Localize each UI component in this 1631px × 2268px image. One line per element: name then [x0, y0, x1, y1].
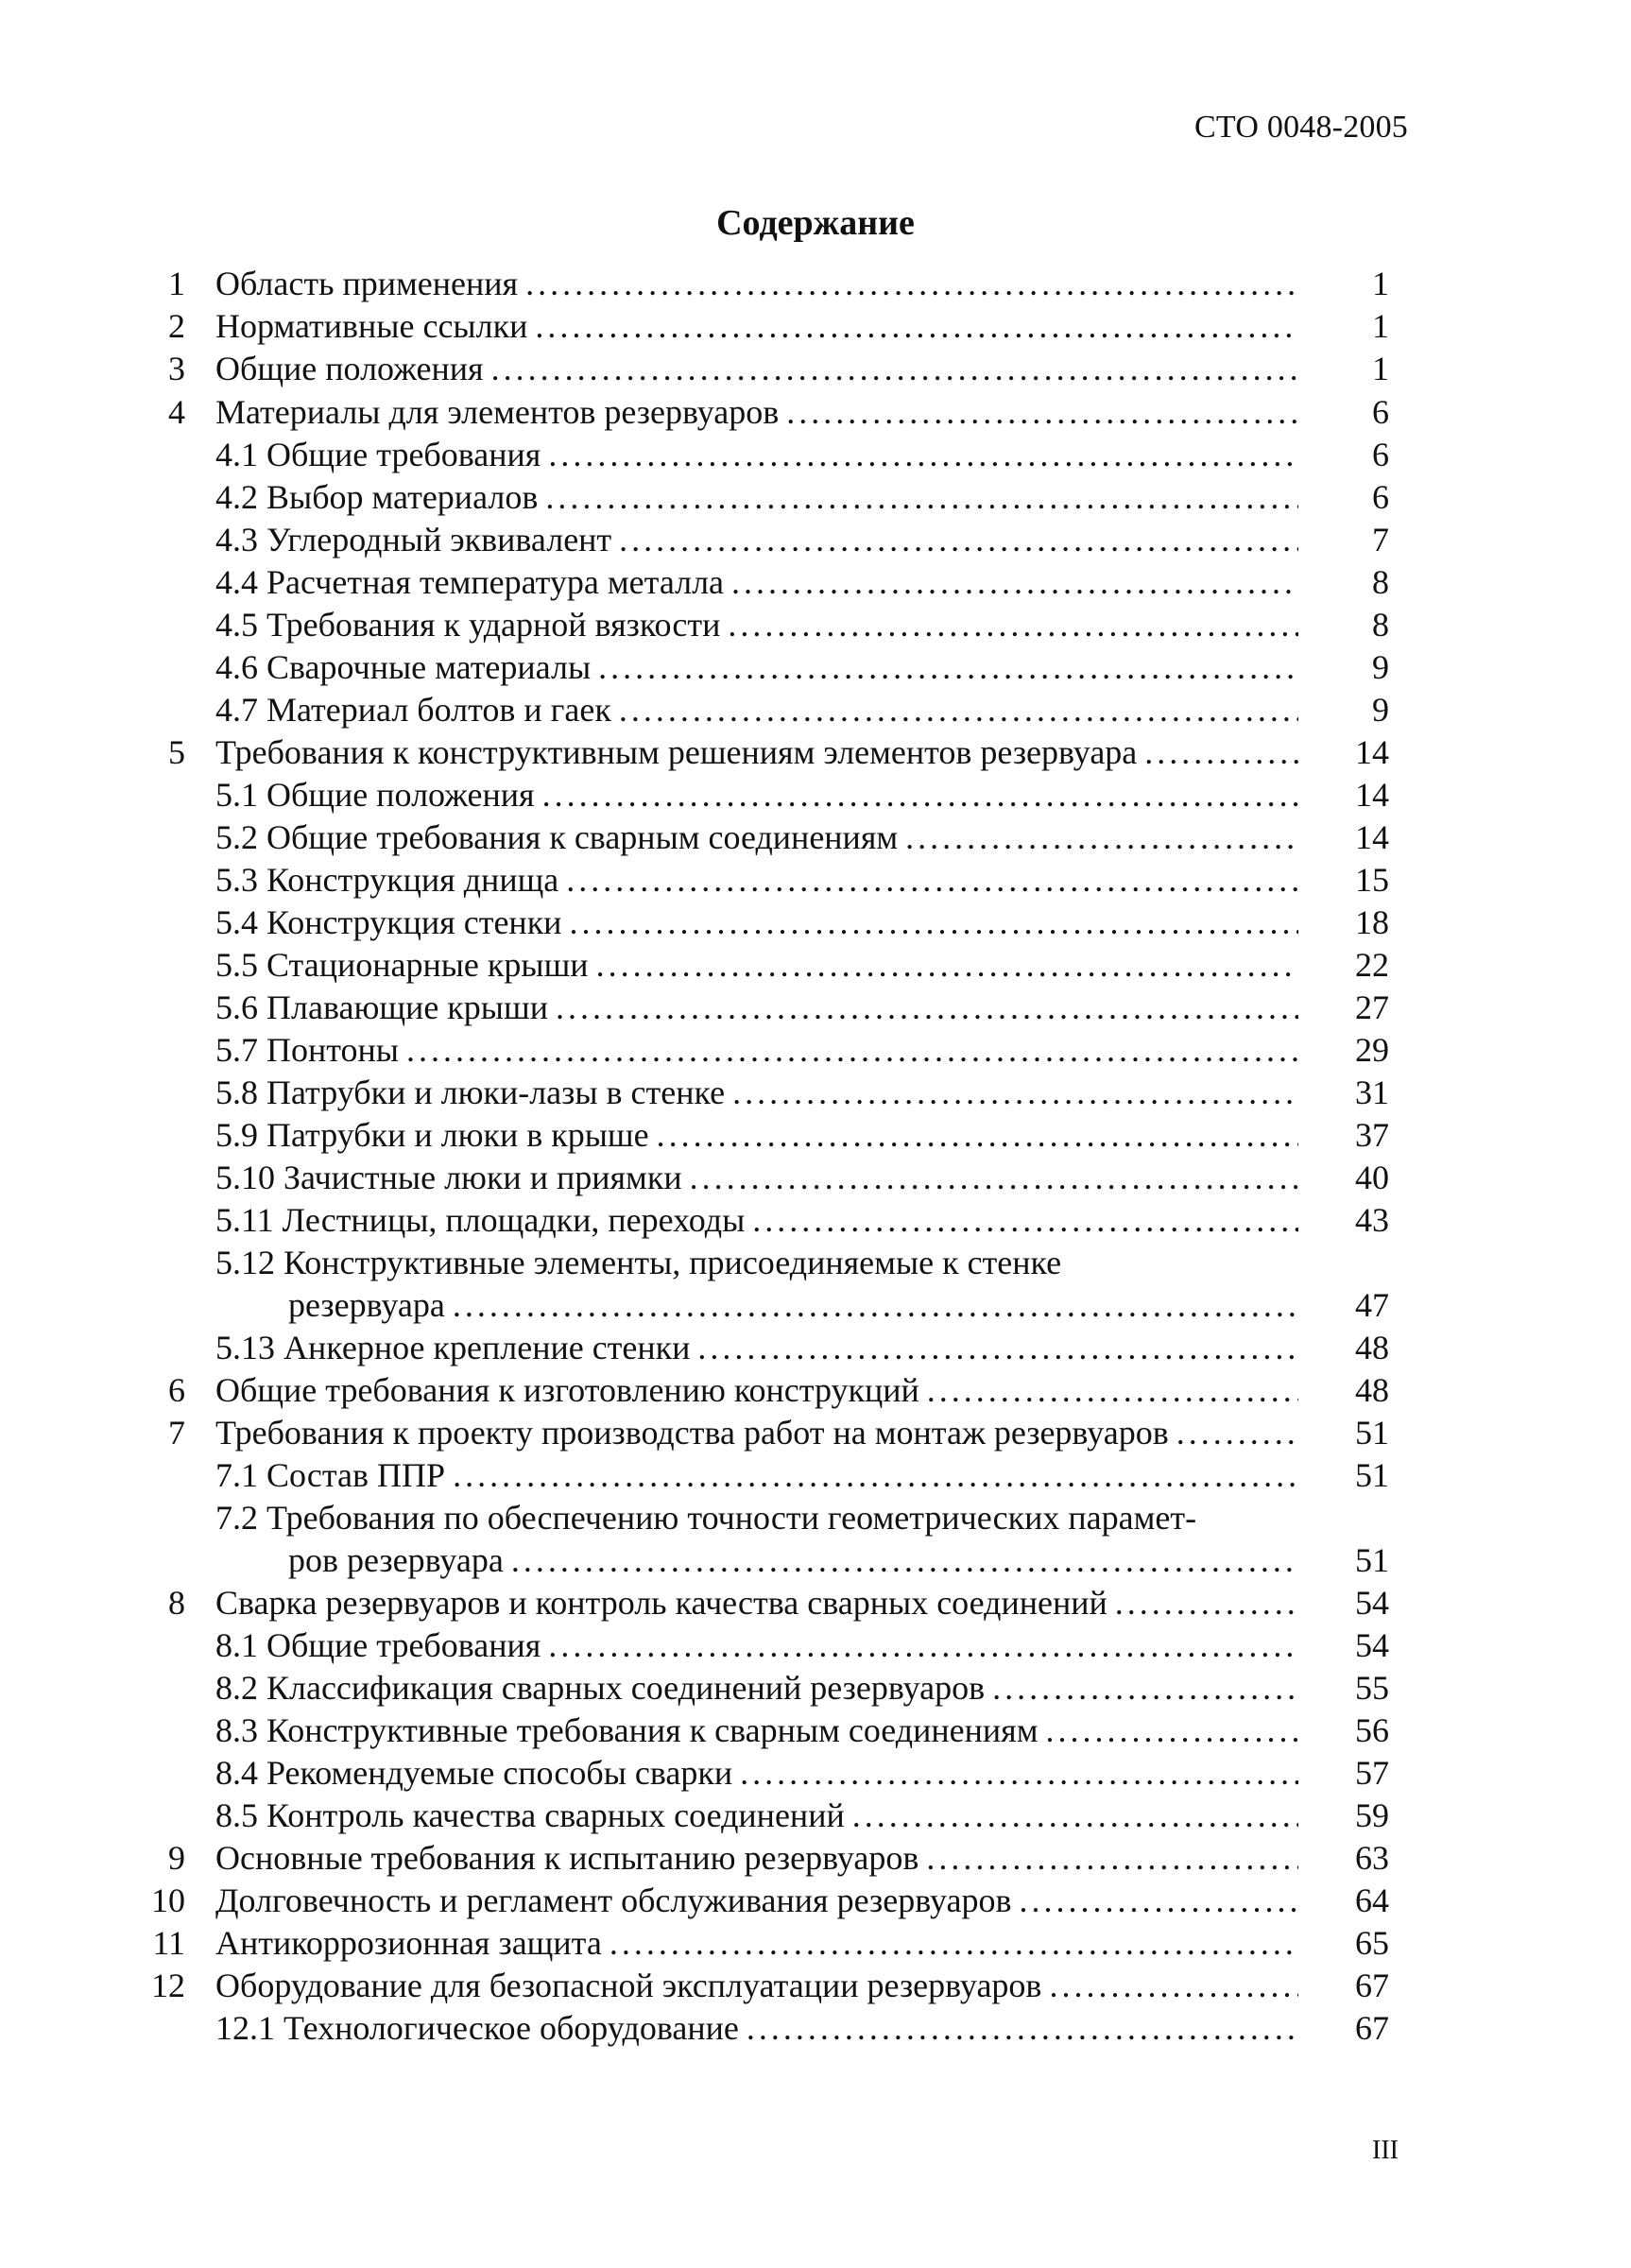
toc-page-number: 67: [1355, 1967, 1389, 2004]
toc-page-number: 65: [1355, 1924, 1389, 1962]
toc-entry: [215, 1454, 1308, 1496]
toc-entry: [215, 1922, 1308, 1964]
dot-leader: [747, 2007, 1298, 2049]
toc-entry: [215, 1497, 1308, 1538]
toc-entry: [215, 1582, 1308, 1624]
toc-entry: [215, 476, 1308, 518]
dot-leader: [992, 1667, 1298, 1709]
toc-entry-text: 7.1 Состав ППР: [215, 1456, 446, 1494]
toc-section-number: 4: [168, 393, 185, 431]
toc-entry-text: 4.5 Требования к ударной вязкости: [215, 606, 721, 644]
toc-page-number: 22: [1355, 946, 1389, 984]
toc-entry-text: Антикоррозионная защита: [215, 1924, 602, 1962]
toc-page-number: 9: [1372, 648, 1389, 686]
dot-leader: [926, 1837, 1298, 1879]
toc-entry-text: Нормативные ссылки: [215, 307, 528, 345]
toc-page-number: 8: [1372, 606, 1389, 644]
toc-page-number: 14: [1355, 776, 1389, 814]
toc-entry-text: 5.5 Стационарные крыши: [215, 946, 589, 984]
toc-entry-text: 4.2 Выбор материалов: [215, 478, 539, 516]
toc-page-number: 6: [1372, 436, 1389, 473]
toc-entry-text: 5.1 Общие положения: [215, 776, 535, 814]
toc-entry-text: 5.9 Патрубки и люки в крыше: [215, 1116, 649, 1154]
dot-leader: [548, 1624, 1298, 1666]
dot-leader: [596, 944, 1298, 986]
dot-leader: [1144, 731, 1298, 773]
toc-entry-text: 4.7 Материал болтов и гаек: [215, 691, 611, 729]
toc-entry-text: 5.4 Конструкция стенки: [215, 903, 562, 941]
page-number: III: [1372, 2136, 1399, 2165]
toc-page-number: 1: [1372, 265, 1389, 302]
toc-entry: [215, 561, 1308, 603]
toc-entry: [288, 1284, 1308, 1326]
dot-leader: [1115, 1582, 1298, 1624]
toc-entry: [215, 859, 1308, 901]
dot-leader: [852, 1795, 1298, 1836]
toc-entry-text: 4.6 Сварочные материалы: [215, 648, 592, 686]
dot-leader: [690, 1157, 1298, 1198]
toc-section-number: 6: [168, 1371, 185, 1409]
toc-page-number: 31: [1355, 1074, 1389, 1111]
toc-entry: [215, 1710, 1308, 1751]
dot-leader: [556, 987, 1298, 1028]
toc-page-number: 51: [1355, 1541, 1389, 1579]
toc-page-number: 6: [1372, 478, 1389, 516]
toc-entry-text: 8.4 Рекомендуемые способы сварки: [215, 1754, 733, 1792]
toc-entry: [215, 263, 1308, 304]
toc-entry-text: 5.8 Патрубки и люки-лазы в стенке: [215, 1074, 726, 1111]
toc-entry-text: 4.1 Общие требования: [215, 436, 541, 473]
toc-entry: [215, 305, 1308, 347]
toc-page-number: 37: [1355, 1116, 1389, 1154]
toc-entry: [215, 1072, 1308, 1113]
toc-entry: [215, 944, 1308, 986]
toc-entry-text: ров резервуара: [288, 1541, 504, 1579]
toc-section-number: 5: [168, 733, 185, 771]
toc-entry: [215, 519, 1308, 560]
dot-leader: [511, 1539, 1298, 1581]
toc-section-number: 11: [152, 1924, 185, 1962]
toc-entry: [215, 1157, 1308, 1198]
toc-entry-text: резервуара: [288, 1286, 445, 1324]
toc-entry-text: 8.5 Контроль качества сварных соединений: [215, 1796, 845, 1834]
toc-entry: [215, 348, 1308, 389]
toc-entry: [215, 1327, 1308, 1368]
toc-entry: [215, 604, 1308, 645]
toc-entry: [215, 1199, 1308, 1241]
dot-leader: [728, 604, 1298, 645]
toc-entry: [215, 1029, 1308, 1071]
toc-entry: [215, 1837, 1308, 1879]
toc-entry: [215, 1880, 1308, 1921]
toc-page-number: 29: [1355, 1031, 1389, 1069]
toc-page-number: 59: [1355, 1796, 1389, 1834]
dot-leader: [731, 561, 1298, 603]
toc-page-number: 48: [1355, 1329, 1389, 1366]
toc-page-number: 47: [1355, 1286, 1389, 1324]
dot-leader: [453, 1284, 1298, 1326]
toc-page-number: 14: [1355, 733, 1389, 771]
toc-entry-text: 8.3 Конструктивные требования к сварным соединениям: [215, 1711, 1039, 1749]
toc-page-number: 6: [1372, 393, 1389, 431]
toc-section-number: 3: [168, 350, 185, 387]
dot-leader: [535, 305, 1298, 347]
toc-page-number: 18: [1355, 903, 1389, 941]
dot-leader: [545, 476, 1298, 518]
toc-entry: [215, 646, 1308, 688]
toc-section-number: 8: [168, 1584, 185, 1622]
toc-entry: [215, 987, 1308, 1028]
toc-entry-text: Оборудование для безопасной эксплуатации резервуаров: [215, 1967, 1042, 2004]
dot-leader: [927, 1369, 1298, 1411]
toc-page-number: 1: [1372, 350, 1389, 387]
dot-leader: [657, 1114, 1298, 1156]
dot-leader: [609, 1922, 1298, 1964]
toc-entry-text: 5.7 Понтоны: [215, 1031, 399, 1069]
toc-entry-text: 5.12 Конструктивные элементы, присоединяемые к стенке: [215, 1244, 1062, 1281]
toc-entry-text: 5.10 Зачистные люки и приямки: [215, 1159, 682, 1196]
toc-entry-text: Основные требования к испытанию резервуаров: [215, 1839, 919, 1877]
toc-entry: [215, 1795, 1308, 1836]
toc-entry: [215, 1412, 1308, 1453]
toc-page-number: 40: [1355, 1159, 1389, 1196]
toc-entry-text: Область применения: [215, 265, 519, 302]
dot-leader: [548, 434, 1298, 475]
toc-entry-text: 8.2 Классификация сварных соединений резервуаров: [215, 1669, 986, 1707]
toc-entry-text: 5.11 Лестницы, площадки, переходы: [215, 1201, 746, 1239]
toc-entry-text: Долговечность и регламент обслуживания резервуаров: [215, 1881, 1012, 1919]
toc-page-number: 27: [1355, 988, 1389, 1026]
dot-leader: [491, 348, 1298, 389]
toc-page-number: 51: [1355, 1414, 1389, 1452]
toc-entry: [215, 1114, 1308, 1156]
toc-entry-text: 4.3 Углеродный эквивалент: [215, 521, 612, 558]
toc-entry-text: Требования к проекту производства работ на монтаж резервуаров: [215, 1414, 1169, 1452]
toc-entry: [215, 1965, 1308, 2006]
toc-entry-text: 5.3 Конструкция днища: [215, 861, 559, 899]
toc-entry: [288, 1539, 1308, 1581]
toc-entry-text: Общие положения: [215, 350, 484, 387]
dot-leader: [740, 1752, 1298, 1794]
toc-entry-text: Требования к конструктивным решениям элементов резервуара: [215, 733, 1138, 771]
toc-section-number: 10: [151, 1881, 185, 1919]
page-title: Содержание: [716, 203, 915, 243]
toc-entry: [215, 1667, 1308, 1709]
toc-page-number: 56: [1355, 1711, 1389, 1749]
toc-entry: [215, 816, 1308, 858]
dot-leader: [1046, 1710, 1299, 1751]
dot-leader: [525, 263, 1298, 304]
toc-page-number: 43: [1355, 1201, 1389, 1239]
toc-entry-text: 12.1 Технологическое оборудование: [215, 2009, 739, 2047]
toc-entry: [215, 2007, 1308, 2049]
toc-entry-text: Сварка резервуаров и контроль качества сварных соединений: [215, 1584, 1107, 1622]
toc-section-number: 2: [168, 307, 185, 345]
toc-entry: [215, 689, 1308, 730]
toc-page-number: 1: [1372, 307, 1389, 345]
dot-leader: [619, 519, 1298, 560]
toc-page-number: 64: [1355, 1881, 1389, 1919]
toc-page-number: 48: [1355, 1371, 1389, 1409]
document-code: СТО 0048-2005: [1194, 110, 1408, 145]
toc-entry-text: Общие требования к изготовлению конструкций: [215, 1371, 919, 1409]
toc-entry-text: 8.1 Общие требования: [215, 1626, 541, 1664]
dot-leader: [786, 391, 1298, 433]
dot-leader: [406, 1029, 1298, 1071]
toc-entry: [215, 774, 1308, 816]
toc-entry: [215, 1369, 1308, 1411]
toc-section-number: 7: [168, 1414, 185, 1452]
toc-page-number: 67: [1355, 2009, 1389, 2047]
toc-page-number: 15: [1355, 861, 1389, 899]
toc-page-number: 63: [1355, 1839, 1389, 1877]
dot-leader: [752, 1199, 1298, 1241]
toc-page-number: 7: [1372, 521, 1389, 558]
dot-leader: [453, 1454, 1298, 1496]
toc-page-number: 54: [1355, 1584, 1389, 1622]
dot-leader: [1049, 1965, 1298, 2006]
toc-page-number: 57: [1355, 1754, 1389, 1792]
toc-section-number: 12: [151, 1967, 185, 2004]
toc-page-number: 9: [1372, 691, 1389, 729]
toc-entry-text: 5.6 Плавающие крыши: [215, 988, 548, 1026]
dot-leader: [1019, 1880, 1298, 1921]
dot-leader: [732, 1072, 1298, 1113]
dot-leader: [905, 816, 1298, 858]
toc-entry: [215, 731, 1308, 773]
dot-leader: [542, 774, 1298, 816]
toc-entry: [215, 434, 1308, 475]
dot-leader: [1176, 1412, 1298, 1453]
toc-entry: [215, 1242, 1308, 1283]
toc-page-number: 8: [1372, 563, 1389, 601]
toc-entry-text: Материалы для элементов резервуаров: [215, 393, 780, 431]
toc-entry: [215, 1624, 1308, 1666]
toc-page-number: 51: [1355, 1456, 1389, 1494]
dot-leader: [619, 689, 1298, 730]
toc-entry: [215, 902, 1308, 943]
toc-entry: [215, 391, 1308, 433]
dot-leader: [566, 859, 1298, 901]
dot-leader: [697, 1327, 1298, 1368]
dot-leader: [598, 646, 1298, 688]
toc-entry-text: 7.2 Требования по обеспечению точности геометрических парамет-: [215, 1499, 1197, 1537]
toc-entry-text: 4.4 Расчетная температура металла: [215, 563, 725, 601]
toc-section-number: 1: [168, 265, 185, 302]
toc-page-number: 14: [1355, 818, 1389, 856]
toc-page-number: 54: [1355, 1626, 1389, 1664]
toc-section-number: 9: [168, 1839, 185, 1877]
dot-leader: [569, 902, 1298, 943]
toc-entry-text: 5.2 Общие требования к сварным соединениям: [215, 818, 899, 856]
toc-page-number: 55: [1355, 1669, 1389, 1707]
toc-entry: [215, 1752, 1308, 1794]
toc-entry-text: 5.13 Анкерное крепление стенки: [215, 1329, 691, 1366]
